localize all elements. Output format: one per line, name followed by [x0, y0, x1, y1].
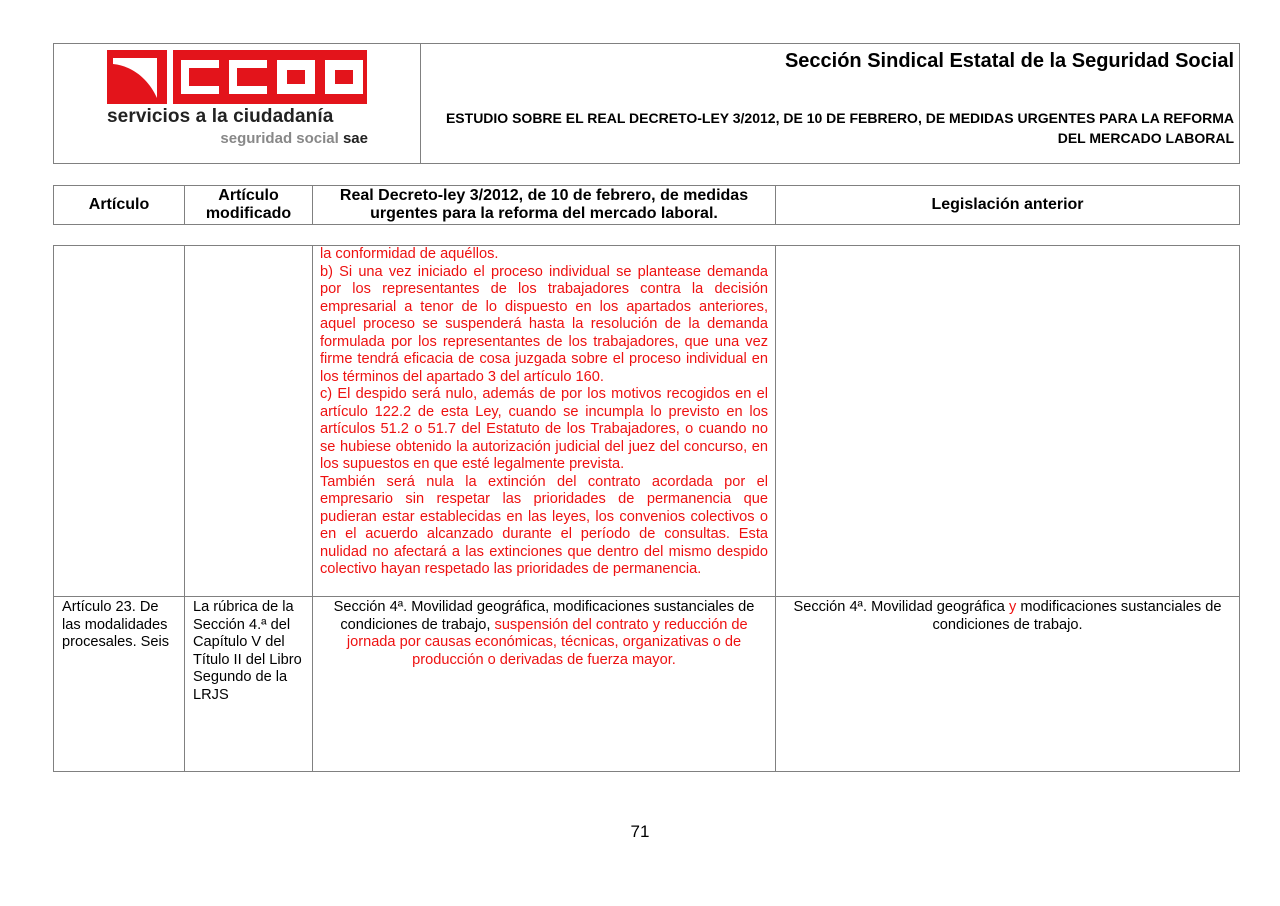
document-header — [53, 43, 1240, 164]
table-row — [54, 246, 1239, 597]
cell-anterior — [776, 597, 1239, 771]
text-unchanged: Sección 4ª. Movilidad geográfica, modificaciones sustanciales de condiciones de trabajo — [333, 599, 755, 633]
logo-cell — [54, 44, 421, 163]
text-removed: y — [1008, 599, 1017, 615]
cell-articulo — [54, 246, 185, 596]
col-articulo: Artículo — [54, 186, 185, 224]
logo-subtagline — [220, 130, 368, 147]
text-added: suspensión del contrato y reducción de jornada por causas económicas, técnicas, organizativas o de producción o derivadas de fuerza mayor. — [346, 616, 748, 668]
cell-anterior — [776, 246, 1239, 596]
text-unchanged: Sección 4ª. Movilidad geográfica — [793, 599, 1009, 615]
text-separator: , — [486, 616, 495, 633]
cell-modificado — [185, 246, 313, 596]
paragraph: b) Si una vez iniciado el proceso individual se plantease demanda por los representantes de los trabajadores contra la decisión empresarial a tenor de lo dispuesto en los apartados anteriores, aquel proceso se suspenderá hasta la resolución de la demanda formulada por los representantes de los trabajadores, que una vez firme tendrá eficacia de cosa juzgada sobre el proceso individual en los términos del apartado 3 del artículo 160. — [320, 263, 768, 385]
cell-modificado: La rúbrica de la Sección 4.ª del Capítulo V del Título II del Libro Segundo de la LRJS — [185, 597, 313, 771]
paragraph: c) El despido será nulo, además de por los motivos recogidos en el artículo 122.2 de esta Ley, cuando se incumpla lo previsto en los artículos 51.2 o 51.7 del Estatuto de los Trabajadores, o cuando no se hubiese obtenido la autorización judicial del juez del concurso, en los supuestos en que esté legalmente prevista. — [320, 386, 768, 472]
paragraph: También será nula la extinción del contrato acordada por el empresario sin respetar las prioridades de permanencia que pudieran estar establecidas en las leyes, los convenios colectivos o en el acuerdo alcanzado durante el período de consultas. Esta nulidad no afectará a las extinciones que dentro del mismo despido colectivo hayan respetado las prioridades de permanencia. — [320, 473, 768, 577]
section-title: Sección Sindical Estatal de la Seguridad Social — [784, 50, 1234, 72]
logo-subtagline-sae: sae — [342, 130, 368, 147]
col-legislacion-anterior: Legislación anterior — [931, 196, 1084, 213]
cell-real-decreto — [313, 597, 776, 771]
text-unchanged: modificaciones sustanciales de condiciones de trabajo. — [932, 599, 1222, 633]
column-header-row — [53, 185, 1240, 225]
paragraph: la conformidad de aquéllos. — [320, 246, 499, 262]
col-articulo-modificado: Artículo modificado — [185, 186, 313, 224]
study-title: ESTUDIO SOBRE EL REAL DECRETO-LEY 3/2012, DE 10 DE FEBRERO, DE MEDIDAS URGENTES PARA LA REFORMA DEL MERCADO LABORAL — [445, 110, 1234, 146]
page-number: 71 — [630, 822, 650, 841]
ccoo-logo — [107, 50, 367, 104]
cell-articulo: Artículo 23. De las modalidades procesales. Seis — [54, 597, 185, 771]
comparison-table — [53, 245, 1240, 772]
col-real-decreto: Real Decreto-ley 3/2012, de 10 de febrero, de medidas urgentes para la reforma del mercado laboral. — [313, 186, 776, 224]
title-cell — [421, 44, 1239, 163]
table-row — [54, 597, 1239, 771]
cell-real-decreto — [313, 246, 776, 596]
logo-tagline: servicios a la ciudadanía — [107, 106, 334, 127]
logo-subtagline-prefix: seguridad social — [220, 130, 343, 147]
